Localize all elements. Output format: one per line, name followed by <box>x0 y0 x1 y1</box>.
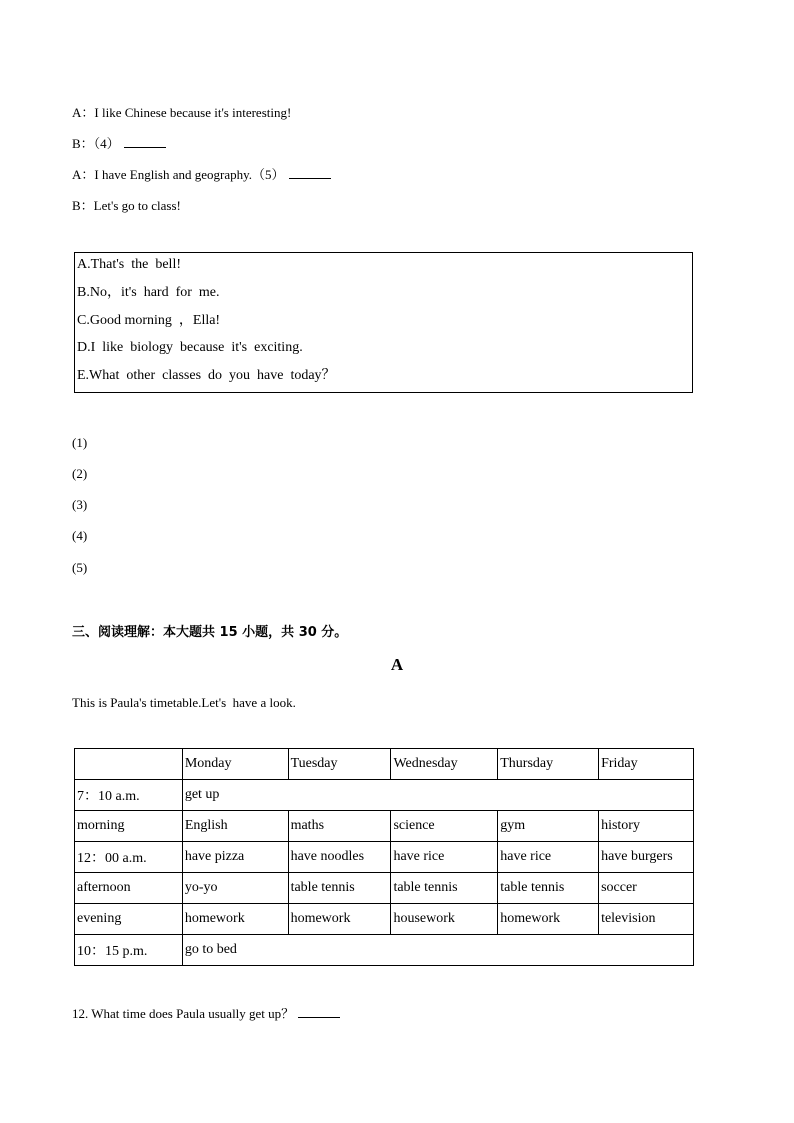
row-label: morning <box>75 811 183 842</box>
table-row <box>75 935 694 966</box>
table-cell: homework <box>182 904 288 935</box>
answer-blank[interactable] <box>289 166 331 179</box>
answer-number-4: (4) <box>72 528 88 543</box>
table-cell: have burgers <box>599 842 694 873</box>
passage-intro: This is Paula's timetable.Let's have a look. <box>72 695 296 710</box>
options-box <box>74 252 693 393</box>
table-cell: go to bed <box>182 935 693 966</box>
option-d: D.I like biology because it's exciting. <box>77 340 303 355</box>
table-row <box>75 842 694 873</box>
table-header-cell: Tuesday <box>288 749 391 780</box>
answer-blank[interactable] <box>124 135 166 148</box>
table-header-cell: Thursday <box>498 749 599 780</box>
table-cell: science <box>391 811 498 842</box>
option-c: C.Good morning ，Ella! <box>77 313 221 328</box>
table-header-cell: Monday <box>182 749 288 780</box>
question-12: 12. What time does Paula usually get up？ <box>72 1005 340 1023</box>
row-label: 10：15 p.m. <box>75 935 183 966</box>
table-cell: television <box>599 904 694 935</box>
table-cell: housework <box>391 904 498 935</box>
table-cell: homework <box>498 904 599 935</box>
table-cell: maths <box>288 811 391 842</box>
table-row <box>75 873 694 904</box>
section-heading: 三、阅读理解：本大题共 15 小题，共 30 分。 <box>72 625 348 640</box>
dialogue-line-b2: B：Let's go to class! <box>72 198 181 213</box>
row-label: 12：00 a.m. <box>75 842 183 873</box>
table-cell: have rice <box>391 842 498 873</box>
table-row <box>75 811 694 842</box>
table-header-cell <box>75 749 183 780</box>
answer-number-1: (1) <box>72 435 88 450</box>
table-cell: history <box>599 811 694 842</box>
table-cell: have noodles <box>288 842 391 873</box>
table-header-cell: Friday <box>599 749 694 780</box>
passage-heading: A <box>390 655 404 674</box>
row-label: 7：10 a.m. <box>75 780 183 811</box>
answer-number-3: (3) <box>72 497 88 512</box>
table-cell: yo-yo <box>182 873 288 904</box>
option-a: A.That's the bell! <box>77 257 181 272</box>
table-header-cell: Wednesday <box>391 749 498 780</box>
table-row <box>75 904 694 935</box>
table-row <box>75 780 694 811</box>
answer-blank[interactable] <box>298 1005 340 1018</box>
table-cell: get up <box>182 780 693 811</box>
table-cell: homework <box>288 904 391 935</box>
dialogue-line-a1: A：I like Chinese because it's interesting! <box>72 105 292 120</box>
option-b: B.No，it's hard for me. <box>77 285 220 300</box>
answer-number-2: (2) <box>72 466 88 481</box>
dialogue-line-b1: B：（4） <box>72 135 166 153</box>
table-cell: gym <box>498 811 599 842</box>
timetable <box>74 748 694 966</box>
table-cell: have pizza <box>182 842 288 873</box>
row-label: evening <box>75 904 183 935</box>
table-cell: English <box>182 811 288 842</box>
table-cell: have rice <box>498 842 599 873</box>
row-label: afternoon <box>75 873 183 904</box>
table-cell: table tennis <box>391 873 498 904</box>
table-cell: soccer <box>599 873 694 904</box>
dialogue-line-a2: A：I have English and geography.（5） <box>72 166 331 184</box>
answer-number-5: (5) <box>72 560 88 575</box>
table-cell: table tennis <box>288 873 391 904</box>
table-cell: table tennis <box>498 873 599 904</box>
table-header-row <box>75 749 694 780</box>
option-e: E.What other classes do you have today？ <box>77 368 336 383</box>
